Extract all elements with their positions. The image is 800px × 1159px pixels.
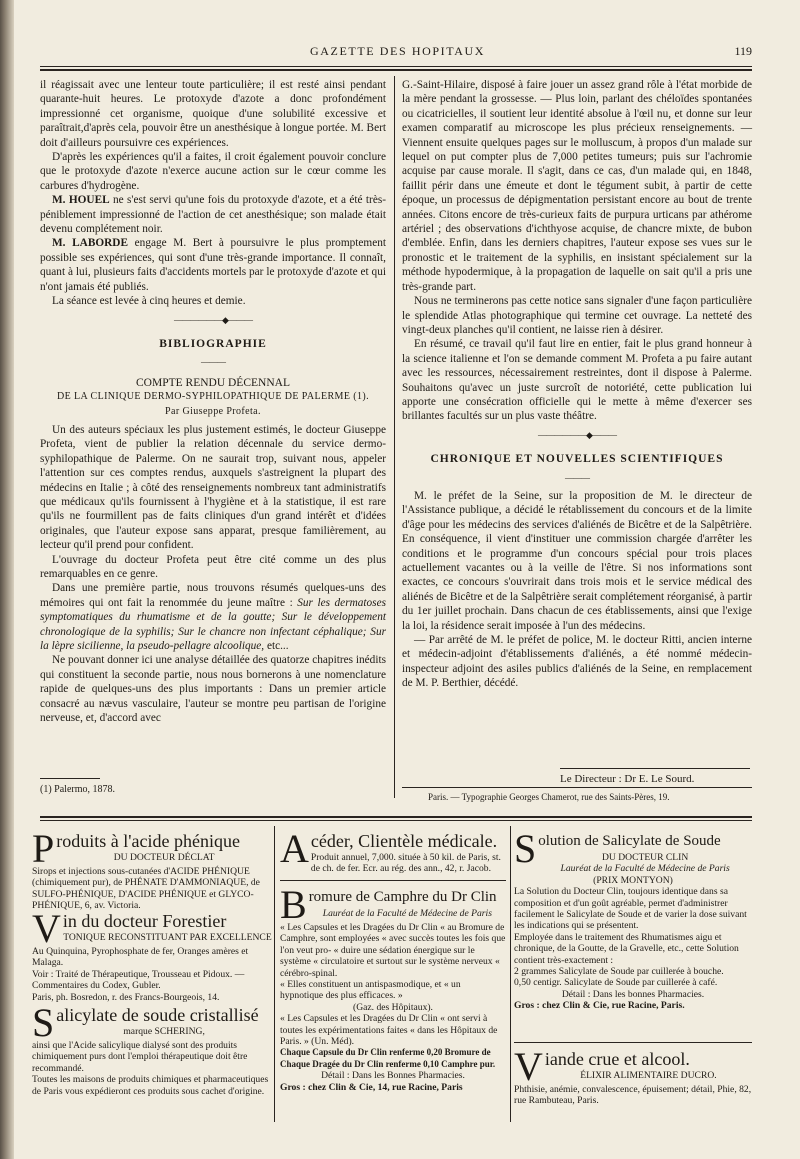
header-rule-thick bbox=[40, 69, 752, 71]
ad-title: iande crue et alcool. bbox=[544, 1049, 690, 1069]
article-author: Par Giuseppe Profeta. bbox=[165, 405, 261, 417]
article-subtitle: DE LA CLINIQUE DERMO-SYPHILOPATHIQUE DE PALERME (1). bbox=[56, 391, 369, 403]
ad-subtitle bbox=[280, 908, 506, 919]
ad-separator bbox=[514, 1042, 752, 1043]
ad-subtitle: marque SCHERING, bbox=[123, 1026, 205, 1037]
paragraph-text: Dans une première partie, nous trouvons résumés quelques-uns des mémoires qui ont fait la renommée du jeune maître : bbox=[40, 582, 386, 609]
ad-body: Au Quinquina, Pyrophosphate de fer, Oranges amères et Malaga. bbox=[32, 946, 249, 969]
ad-clientele bbox=[280, 826, 506, 875]
paragraph: En résumé, ce travail qu'il faut lire en entier, fait le plus grand honneur à la science italienne et l'on se demande comment M. Profeta a pu faire autant avec les ressources, nécessairement restreintes, dont il dispose à Palerme. Souhaitons qu'avec un juste surcroît de notoriété, cette publication lui apporte une consécration officielle qui le mette à même d'exercer ses brillantes facultés sur un plus vaste théâtre. bbox=[402, 338, 752, 423]
speaker-name: M. LABORDE bbox=[52, 237, 128, 250]
ad-title: alicylate de soude cristallisé bbox=[56, 1005, 259, 1025]
printer-rule bbox=[402, 787, 752, 788]
drop-cap: V bbox=[32, 906, 61, 951]
page-binding-edge bbox=[0, 0, 14, 1159]
printer-line: Paris. — Typographie Georges Chamerot, rue des Saints-Pères, 19. bbox=[428, 792, 670, 802]
director-rule bbox=[560, 768, 750, 769]
paragraph: Ne pouvant donner ici une analyse détaillée des quatorze chapitres inédits qui constituent la seconde partie, nous nous bornerons à une nomenclature rapide de quelques-uns des plus importants : Dans un premier article consacré au nævus vasculaire, l'auteur se montre peu partisan de l'origine nerveuse, et, d'accord avec bbox=[40, 654, 386, 725]
paragraph: L'ouvrage du docteur Profeta peut être cité comme un des plus remarquables en ce genre. bbox=[40, 553, 386, 580]
ad-body: « Les Capsules et les Dragées du Dr Clin « ont servi à toutes les expérimentations faites « dans les Hôpitaux de Paris. » (Un. Méd). bbox=[280, 1013, 498, 1048]
ad-body: Employée dans le traitement des Rhumatismes aigu et chronique, de la Goutte, de la Gravelle, etc., cette Solution contient très-exactement : bbox=[514, 931, 739, 966]
journal-title: GAZETTE DES HOPITAUX bbox=[310, 44, 486, 58]
ad-body: Toutes les maisons de produits chimiques et pharmaceutiques de Paris vous expédieront ces produits sous cachet d'origine. bbox=[32, 1074, 269, 1097]
ad-subtitle: ÉLIXIR ALIMENTAIRE DUCRO. bbox=[580, 1070, 717, 1081]
section-heading: CHRONIQUE ET NOUVELLES SCIENTIFIQUES bbox=[430, 453, 724, 466]
paragraph-text: ne s'est servi qu'une fois du protoxyde d'azote, et a été très-péniblement impressionné de l'action de cet anesthésique; son malade était devenu complétement noir. bbox=[40, 194, 386, 236]
drop-cap: S bbox=[32, 1000, 55, 1045]
ad-title: romure de Camphre du Dr Clin bbox=[308, 889, 497, 905]
page-header bbox=[40, 44, 752, 62]
ad-body: Paris, ph. Bosredon, r. des Francs-Bourgeois, 14. bbox=[32, 991, 220, 1003]
right-column bbox=[402, 78, 752, 691]
ad-body: La Solution du Docteur Clin, toujours identique dans sa composition et d'un goût agréable, permet d'administrer facilement le Salicylate de Soude et de varier la dose suivant les indications qui se présentent. bbox=[514, 886, 747, 932]
ads-top-rule-thin bbox=[40, 820, 752, 821]
ad-body: (Gaz. des Hôpitaux). bbox=[353, 1001, 433, 1013]
ad-phenic-acid bbox=[32, 826, 272, 912]
paragraph: Nous ne terminerons pas cette notice sans signaler d'une façon particulière le splendide Atlas photographique qui termine cet ouvrage. La netteté des vingt-deux planches qu'il contient, ne laisse rien à désirer. bbox=[402, 295, 752, 336]
paragraph: il réagissait avec une lenteur toute particulière; il est resté ainsi pendant quarante-huit heures. Le protoxyde d'azote a donc profondément impressionné cet organisme, quoique d'une solubilité excessive et paraîtrait,d'après cela, pouvoir être un anesthésique à longue portée. M. Bert doit d'ailleurs poursuivre ces expériences. bbox=[40, 79, 386, 149]
paragraph-text: etc... bbox=[266, 640, 289, 653]
left-column bbox=[40, 78, 386, 725]
separator: ——— bbox=[201, 357, 225, 368]
ad-body: Phthisie, anémie, convalescence, épuisement; détail, Phie, 82, rue Rambuteau, Paris. bbox=[514, 1084, 752, 1107]
director-signature: Le Directeur : Dr E. Le Sourd. bbox=[560, 773, 695, 785]
ad-body: Détail : Dans les Bonnes Pharmacies. bbox=[321, 1070, 465, 1082]
ad-subtitle-italic: Lauréat de la Faculté de Médecine de Paris bbox=[322, 908, 492, 919]
ads-top-rule bbox=[40, 816, 752, 818]
footnote: (1) Palermo, 1878. bbox=[40, 784, 115, 795]
ad-title: in du docteur Forestier bbox=[62, 911, 227, 931]
ad-subtitle-italic: Lauréat de la Faculté de Médecine de Paris bbox=[560, 863, 730, 875]
ad-forestier-wine bbox=[32, 906, 272, 1003]
ad-body: Voir : Traité de Thérapeutique, Trousseau et Pidoux. — Commentaires du Codex, Gubler. bbox=[32, 968, 245, 992]
ad-bromure-camphre bbox=[280, 882, 506, 1093]
drop-cap: A bbox=[280, 826, 309, 871]
ad-title: olution de Salicylate de Soude bbox=[538, 833, 721, 849]
ad-body: Gros : chez Clin & Cie, rue Racine, Paris. bbox=[514, 1000, 685, 1012]
paragraph bbox=[40, 193, 386, 236]
ad-body: 0,50 centigr. Salicylate de Soude par cuillerée à café. bbox=[514, 977, 718, 989]
ad-title: céder, Clientèle médicale. bbox=[310, 831, 498, 851]
paragraph-text: engage M. Bert à poursuivre le plus promptement possible ses expériences, qui sont d'une très-grande importance. Il connaît, quant à lui, plusieurs faits d'accidents mortels par le protoxyde d'azote et qui n'ont jamais été publiés. bbox=[40, 237, 387, 293]
paragraph: La séance est levée à cinq heures et demie. bbox=[52, 295, 246, 308]
paragraph bbox=[40, 581, 386, 653]
column-divider bbox=[394, 76, 395, 798]
ad-body: Détail : Dans les bonnes Pharmacies. bbox=[561, 988, 705, 1000]
ad-title: roduits à l'acide phénique bbox=[56, 831, 240, 851]
ad-subtitle: DU DOCTEUR CLIN bbox=[601, 852, 689, 863]
ad-body: 2 grammes Salicylate de Soude par cuillerée à bouche. bbox=[514, 966, 724, 978]
ad-body: « Les Capsules et les Dragées du Dr Clin « au Bromure de Camphre, sont employées « avec succès toutes les fois que l'on veut pro- « duire une sédation énergique sur le système « circulatoire et surtout sur le système nerveux « cérébro-spinal. bbox=[280, 922, 506, 979]
ad-separator bbox=[280, 880, 506, 881]
drop-cap: V bbox=[514, 1044, 543, 1089]
paragraph bbox=[40, 236, 386, 294]
separator: ——— bbox=[565, 472, 589, 483]
footnote-rule bbox=[40, 778, 100, 779]
separator: ——————◆——— bbox=[538, 429, 616, 440]
ad-solution-salicylate bbox=[514, 826, 752, 1012]
paragraph: — Par arrêté de M. le préfet de police, M. le docteur Ritti, ancien interne et médecin-adjoint d'établissements d'aliénés, a été nommé médecin-inspecteur adjoint des asiles publics d'aliénés de la Seine, en remplacement de M. P. Berthier, décédé. bbox=[402, 634, 752, 690]
ads-divider bbox=[274, 826, 275, 1122]
ad-body: Sirops et injections sous-cutanées d'ACIDE PHÉNIQUE (chimiquement pur), de PHÉNATE D'AMMONIAQUE, de SULFO-PHÉNIQUE, D'ACIDE PHÉNIQUE et GLYCO-PHÉNIQUE, 6, av. Victoria. bbox=[32, 866, 260, 912]
ad-body: « Elles constituent un antispasmodique, et « un hypnotique des plus efficaces. » bbox=[280, 979, 461, 1002]
ad-viande-crue bbox=[514, 1044, 752, 1107]
page-number: 119 bbox=[734, 44, 752, 58]
section-heading: BIBLIOGRAPHIE bbox=[159, 337, 267, 350]
drop-cap: P bbox=[32, 826, 55, 871]
paragraph: M. le préfet de la Seine, sur la proposition de M. le directeur de l'Assistance publique, a décidé le rétablissement du concours et de la limite d'âge pour les médecins des services d'aliénés de Bicêtre et de la Salpêtrière. En conséquence, il vient d'instituer une commission chargée d'arrêter les conditions et le programme d'un concours spécial pour trois places actuellement vacantes ou à la veille de l'être. Si nos informations sont exactes, ce concours s'ouvrirait dans trois mois et le service médical des aliénés de Bicêtre et de la Salpêtrière serait complétement réorganisé, à partir du 1er juillet prochain. Dans chacun de ces établissements, ainsi que l'exige la loi, la résidence serait imposée à l'un des médecins. bbox=[402, 489, 752, 632]
paragraph: Un des auteurs spéciaux les plus justement estimés, le docteur Giuseppe Profeta, vient de publier la relation décennale du service dermo-syphilopathique de Palerme. On ne saurait trop, suivant nous, appeler l'attention sur ces comptes rendus, auxquels s'astreignent la plupart des médecins en Italie ; à côté des renseignements nombreux tant administratifs que médicaux qu'ils fournissent à l'hygiène et à la statistique, il est rare qu'ils ne fourmillent pas de faits cliniques d'un grand intérêt et d'idées originales, que l'auteur expose sans apparat, presque familièrement, au lecteur qu'il prend pour confident. bbox=[40, 423, 386, 552]
header-rule bbox=[40, 66, 752, 67]
ad-body: Produit annuel, 7,000. située à 50 kil. de Paris, st. de ch. de fer. Ecr. au rég. des ann., 42, r. Jacob. bbox=[310, 852, 501, 875]
drop-cap: B bbox=[280, 882, 307, 927]
ads-divider bbox=[510, 826, 511, 1122]
ad-subtitle: TONIQUE RECONSTITUANT PAR EXCELLENCE bbox=[63, 932, 272, 943]
ad-body: Gros : chez Clin & Cie, 14, rue Racine, Paris bbox=[280, 1081, 463, 1093]
ad-subtitle: DU DOCTEUR DÉCLAT bbox=[113, 852, 215, 863]
paragraph: G.-Saint-Hilaire, disposé à faire jouer un assez grand rôle à l'état morbide de la mère pendant la grossesse. — Plus loin, parlant des chéloïdes spontanées ou cicatricielles, il soutient leur identité absolue à l'œil nu, et donne sur leur examen comparatif au microscope les plus précieux renseignements. — Viennent ensuite quelques pages sur le molluscum, à propos d'un malade sur lequel on put compter plus de 7,000 petites tumeurs; puis sur l'achromie acquise par cause morale. Il s'agit, dans ce cas, d'un malade qui, en 1848, faillit périr dans une émeute et dont le tégument subit, à partir de cette époque, un processus de dépigmentation persistant encore au bout de trente années. Citons encore de très-curieux faits de purpura urticans par athérome artériel ; des observations d'ichthyose acquise, de chancre mixte, de bubon d'emblée. Enfin, dans les derniers chapitres, l'auteur expose ses vues sur le pronostic et le traitement de la syphilis, en insistant spécialement sur la méthode hypodermique, à la propagation de laquelle on sait qu'il a pris une très-grande part. bbox=[402, 79, 752, 293]
ad-body: Chaque Capsule du Dr Clin renferme 0,20 Bromure de Chaque Dragée du Dr Clin renferme 0,10 Camphre pur. bbox=[280, 1047, 496, 1069]
drop-cap: S bbox=[514, 826, 537, 871]
separator: ——————◆——— bbox=[174, 314, 252, 325]
paragraph: D'après les expériences qu'il a faites, il croit également pouvoir conclure que le protoxyde d'azote n'exerce aucune action sur le cœur comme les carbures d'hydrogène. bbox=[40, 151, 386, 192]
speaker-name: M. HOUEL bbox=[52, 194, 110, 207]
ad-subtitle: (PRIX MONTYON) bbox=[593, 874, 673, 886]
ad-salicylate-schering bbox=[32, 1000, 272, 1097]
ad-body: ainsi que l'Acide salicylique dialysé sont des produits chimiquement purs dont l'emploi thérapeutique doit être recommandé. bbox=[32, 1040, 248, 1074]
paragraph-italic: Sur les dermatoses symptomatiques du rhumatisme et de la goutte; Sur le développement chronologique de la syphilis; Sur le chancre non infectant céphalique; Sur la lèpre sicilienne, la pseudo-pellagre alcoolique, bbox=[40, 596, 386, 653]
ad-subtitle bbox=[514, 863, 752, 874]
article-title: COMPTE RENDU DÉCENNAL bbox=[136, 376, 290, 389]
